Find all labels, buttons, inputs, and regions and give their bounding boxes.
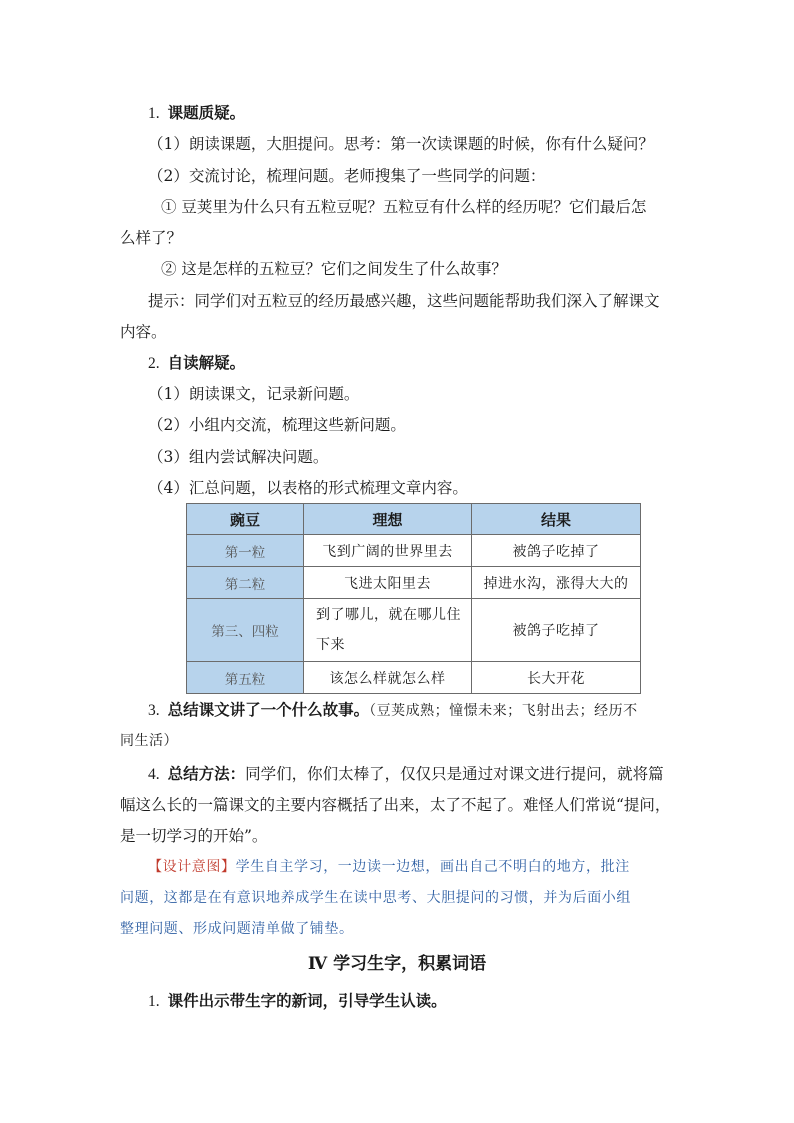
step-number: 2. [148,355,160,372]
hint-line-1: 提示：同学们对五粒豆的经历最感兴趣，这些问题能帮助我们深入了解课文 [148,292,660,310]
step-3-line-2: 同生活） [120,733,178,749]
result-cell: 被鸽子吃掉了 [472,535,641,567]
student-question-2: ② 这是怎样的五粒豆？它们之间发生了什么故事？ [161,260,507,278]
step-3-answer: （豆荚成熟；憧憬未来；飞射出去；经历不 [369,703,638,719]
result-cell: 长大开花 [472,662,641,694]
step-title: 课件出示带生字的新词，引导学生认读。 [167,991,447,1010]
pea-cell: 第三、四粒 [187,599,304,662]
table-row [187,599,641,662]
column-header-result: 结果 [472,504,641,535]
design-intent-line-2: 问题，这都是在有意识地养成学生在读中思考、大胆提问的习惯，并为后面小组 [120,890,631,906]
design-intent-line-1 [148,857,630,877]
ideal-cell [304,599,472,662]
ideal-cell-line-1: 到了哪儿，就在哪儿住 [316,607,461,623]
step-4-text: 同学们，你们太棒了，仅仅只是通过对课文进行提问，就将篇 [245,765,664,783]
student-question-1-line-1: ① 豆荚里为什么只有五粒豆呢？五粒豆有什么样的经历呢？它们最后怎 [161,198,647,216]
ideal-cell: 飞进太阳里去 [304,567,472,599]
column-header-ideal: 理想 [304,504,472,535]
step-1-heading [148,103,245,124]
hint-line-2: 内容。 [120,323,167,341]
pea-cell: 第二粒 [187,567,304,599]
section-4-step-1 [148,991,447,1012]
step-3-line-1 [148,700,638,721]
result-cell: 被鸽子吃掉了 [472,599,641,662]
step-2-item-4: （4）汇总问题，以表格的形式梳理文章内容。 [148,479,468,497]
pea-cell: 第一粒 [187,535,304,567]
step-number: 1. [148,105,160,122]
step-4-line-2: 幅这么长的一篇课文的主要内容概括了出来，太了不起了。难怪人们常说“提问， [120,796,671,814]
design-intent-tag: 【设计意图】 [148,859,236,875]
step-2-item-2: （2）小组内交流，梳理这些新问题。 [148,416,406,434]
step-4-line-1 [148,764,664,785]
design-intent-line-3: 整理问题、形成问题清单做了铺垫。 [120,921,354,937]
student-question-1-line-2: 么样了？ [120,229,183,247]
step-title: 自读解疑。 [167,353,246,372]
pea-summary-table [186,503,641,694]
step-1-question-2: （2）交流讨论，梳理问题。老师搜集了一些同学的问题： [148,167,546,185]
step-1-question-1: （1）朗读课题，大胆提问。思考：第一次读课题的时候，你有什么疑问？ [148,135,654,153]
step-2-heading [148,353,245,374]
ideal-cell-line-2: 下来 [316,637,345,653]
section-4-title: Ⅳ 学习生字，积累词语 [307,954,487,974]
table-row [187,567,641,599]
step-number: 4. [148,766,160,783]
ideal-cell: 飞到广阔的世界里去 [304,535,472,567]
step-2-item-3: （3）组内尝试解决问题。 [148,448,329,466]
step-title: 总结方法： [167,764,246,783]
step-2-item-1: （1）朗读课文，记录新问题。 [148,385,360,403]
table-row [187,535,641,567]
step-title: 总结课文讲了一个什么故事。 [167,700,370,719]
step-title: 课题质疑。 [167,103,246,122]
table-row [187,662,641,694]
column-header-pea: 豌豆 [187,504,304,535]
design-intent-text: 学生自主学习，一边读一边想，画出自己不明白的地方，批注 [235,859,630,875]
step-number: 1. [148,993,160,1010]
table-header-row [187,504,641,535]
ideal-cell: 该怎么样就怎么样 [304,662,472,694]
step-number: 3. [148,702,160,719]
step-4-line-3: 是一切学习的开始”。 [120,827,268,845]
result-cell: 掉进水沟，涨得大大的 [472,567,641,599]
pea-cell: 第五粒 [187,662,304,694]
